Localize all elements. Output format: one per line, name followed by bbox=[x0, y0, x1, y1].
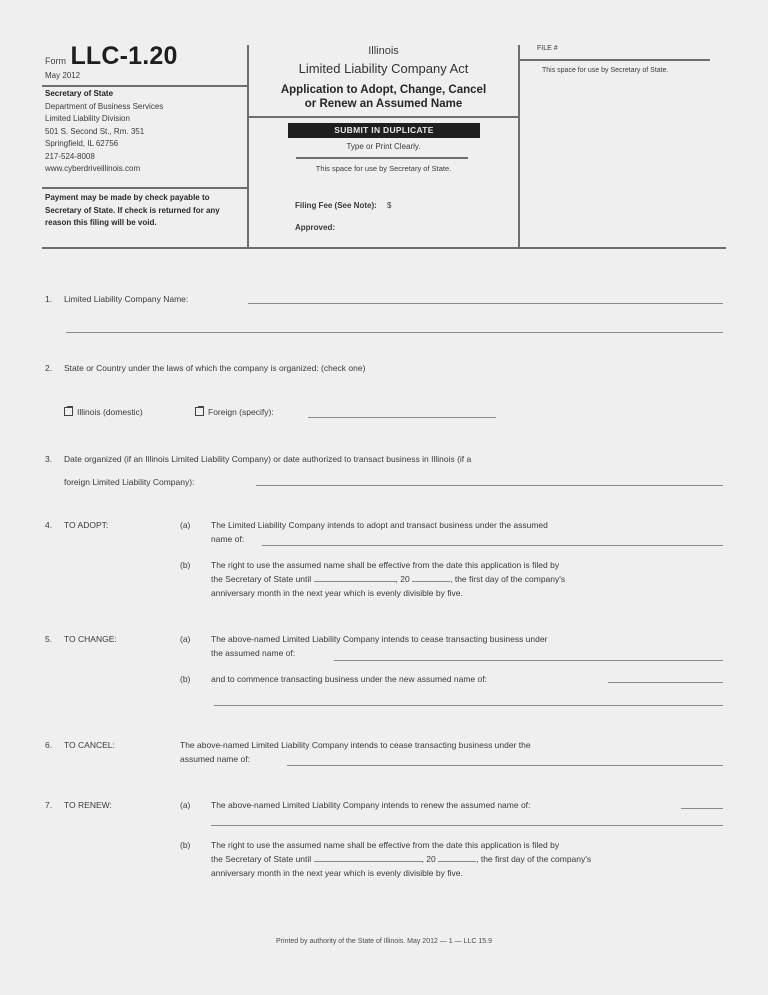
change-new-name-field[interactable] bbox=[608, 682, 723, 683]
agency-line: Limited Liability Division bbox=[45, 114, 130, 123]
text-fragment: the Secretary of State until bbox=[211, 854, 312, 864]
item-heading: TO CHANGE: bbox=[64, 634, 117, 644]
subitem-marker: (b) bbox=[180, 674, 191, 684]
option-label: Foreign (specify): bbox=[208, 407, 274, 417]
item-heading: TO ADOPT: bbox=[64, 520, 109, 530]
text-fragment: , the first day of the company's bbox=[476, 854, 592, 864]
text-fragment: , the first day of the company's bbox=[450, 574, 566, 584]
subitem-text bbox=[211, 632, 547, 660]
item-heading: TO CANCEL: bbox=[64, 740, 115, 750]
item-number: 2. bbox=[45, 363, 53, 373]
text-line: The right to use the assumed name shall be effective from the date this application is filed by bbox=[211, 560, 560, 570]
change-old-name-field[interactable] bbox=[334, 660, 723, 661]
until-date-field[interactable] bbox=[314, 572, 396, 582]
item-label: State or Country under the laws of which the company is organized: (check one) bbox=[64, 363, 366, 373]
agency-city: Springfield, IL 62756 bbox=[45, 139, 119, 148]
item-label: Limited Liability Company Name: bbox=[64, 294, 189, 304]
company-name-field-line2[interactable] bbox=[66, 332, 723, 333]
item-number: 5. bbox=[45, 634, 53, 644]
agency-block bbox=[45, 88, 163, 176]
renew-assumed-name-field[interactable] bbox=[681, 808, 723, 809]
payment-note: Payment may be made by check payable to Secretary of State. If check is returned for any reason this filing will be void. bbox=[45, 193, 220, 227]
text-line: The above-named Limited Liability Company intends to cease transacting business under bbox=[211, 634, 548, 644]
header-rule bbox=[42, 85, 247, 87]
change-new-name-field-line2[interactable] bbox=[214, 705, 723, 706]
form-title-line: Application to Adopt, Change, Cancel bbox=[280, 84, 487, 96]
form-title-line: or Renew an Assumed Name bbox=[304, 98, 463, 110]
subitem-marker: (b) bbox=[180, 840, 191, 850]
option-illinois-domestic[interactable] bbox=[64, 405, 143, 419]
item-text: Date organized (if an Illinois Limited Liability Company) or date authorized to transact business in Illinois (if a bbox=[64, 454, 472, 464]
file-number-label: FILE # bbox=[537, 45, 558, 52]
item-text: foreign Limited Liability Company): bbox=[64, 477, 195, 487]
agency-phone: 217-524-8008 bbox=[45, 151, 95, 161]
text-fragment: , 20 bbox=[421, 854, 436, 864]
renew-until-year-field[interactable] bbox=[438, 852, 476, 862]
filing-fee-label: Filing Fee (See Note): bbox=[295, 201, 377, 210]
item-number: 6. bbox=[45, 740, 53, 750]
until-year-field[interactable] bbox=[412, 572, 450, 582]
agency-website: www.cyberdriveillinois.com bbox=[45, 164, 141, 173]
approved-label: Approved: bbox=[295, 223, 335, 232]
text-fragment: , 20 bbox=[395, 574, 410, 584]
submit-in-duplicate-banner: SUBMIT IN DUPLICATE bbox=[288, 123, 480, 138]
text-line: The right to use the assumed name shall be effective from the date this application is filed by bbox=[211, 840, 560, 850]
text-line: assumed name of: bbox=[180, 754, 250, 764]
form-id bbox=[45, 42, 178, 71]
filing-fee-row bbox=[295, 200, 391, 213]
text-line: name of: bbox=[211, 534, 245, 544]
form-title bbox=[249, 83, 518, 111]
footer-note: Printed by authority of the State of Illinois. May 2012 — 1 — LLC 15.9 bbox=[276, 938, 492, 945]
option-label: Illinois (domestic) bbox=[77, 407, 143, 417]
sos-space-rule bbox=[296, 157, 468, 159]
item-number: 4. bbox=[45, 520, 53, 530]
state-name: Illinois bbox=[368, 45, 399, 57]
agency-title: Secretary of State bbox=[45, 89, 114, 98]
text-line: The Limited Liability Company intends to adopt and transact business under the assumed bbox=[211, 520, 548, 530]
form-word: Form bbox=[45, 56, 66, 66]
subitem-marker: (a) bbox=[180, 634, 191, 644]
checkbox-icon[interactable] bbox=[195, 407, 204, 416]
item-text bbox=[180, 738, 531, 766]
sos-space-note-right: This space for use by Secretary of State. bbox=[542, 67, 669, 74]
cancel-assumed-name-field[interactable] bbox=[287, 765, 723, 766]
foreign-specify-field[interactable] bbox=[308, 417, 496, 418]
item-number: 1. bbox=[45, 294, 53, 304]
renew-assumed-name-field-line2[interactable] bbox=[211, 825, 723, 826]
text-fragment: the Secretary of State until bbox=[211, 574, 312, 584]
text-line: The above-named Limited Liability Company intends to cease transacting business under the bbox=[180, 740, 531, 750]
act-name: Limited Liability Company Act bbox=[298, 61, 469, 76]
header-rule bbox=[42, 187, 247, 189]
text-line: the assumed name of: bbox=[211, 648, 296, 658]
form-date: May 2012 bbox=[45, 71, 81, 80]
header-rule bbox=[520, 59, 710, 61]
header-rule bbox=[249, 116, 518, 118]
option-foreign[interactable] bbox=[195, 405, 274, 419]
date-organized-field[interactable] bbox=[256, 485, 723, 486]
agency-line: Department of Business Services bbox=[45, 101, 164, 111]
subitem-text: and to commence transacting business under the new assumed name of: bbox=[211, 674, 487, 684]
agency-address: 501 S. Second St., Rm. 351 bbox=[45, 126, 145, 136]
header-bottom-rule bbox=[42, 247, 726, 249]
subitem-marker: (a) bbox=[180, 520, 191, 530]
type-or-print-note: Type or Print Clearly. bbox=[346, 142, 421, 151]
item-heading: TO RENEW: bbox=[64, 800, 112, 810]
subitem-text bbox=[211, 518, 548, 546]
company-name-field[interactable] bbox=[248, 303, 723, 304]
adopt-assumed-name-field[interactable] bbox=[262, 545, 723, 546]
text-line: anniversary month in the next year which is evenly divisible by five. bbox=[211, 868, 463, 878]
text-line bbox=[211, 852, 591, 866]
form-number: LLC-1.20 bbox=[70, 42, 178, 70]
subitem-marker: (a) bbox=[180, 800, 191, 810]
header-divider-right bbox=[518, 45, 520, 248]
renew-until-date-field[interactable] bbox=[314, 852, 422, 862]
filing-fee-currency: $ bbox=[387, 201, 392, 210]
subitem-text bbox=[211, 558, 565, 600]
text-line bbox=[211, 572, 565, 586]
text-line: anniversary month in the next year which is evenly divisible by five. bbox=[211, 588, 463, 598]
subitem-marker: (b) bbox=[180, 560, 191, 570]
subitem-text: The above-named Limited Liability Company intends to renew the assumed name of: bbox=[211, 800, 531, 810]
sos-space-note: This space for use by Secretary of State. bbox=[315, 164, 452, 173]
item-number: 7. bbox=[45, 800, 53, 810]
item-number: 3. bbox=[45, 454, 53, 464]
checkbox-icon[interactable] bbox=[64, 407, 73, 416]
subitem-text bbox=[211, 838, 591, 880]
